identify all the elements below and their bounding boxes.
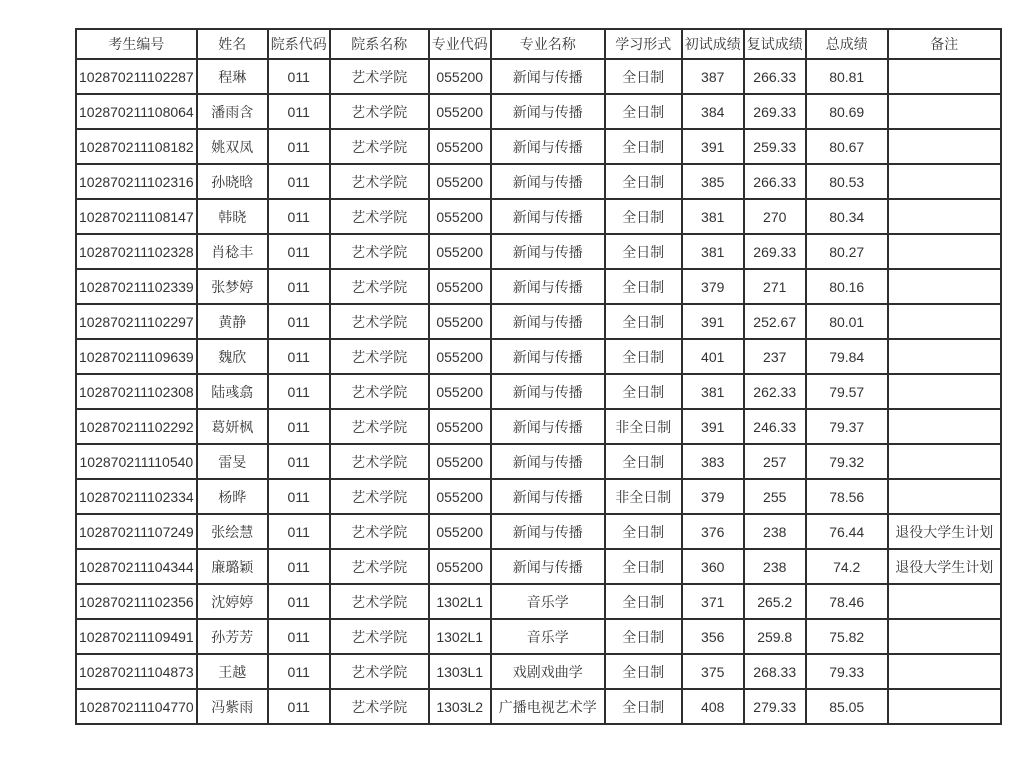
table-cell: 80.34 (806, 199, 888, 234)
table-cell: 401 (682, 339, 744, 374)
table-cell: 102870211102316 (76, 164, 197, 199)
table-cell: 011 (268, 619, 330, 654)
table-cell: 055200 (429, 94, 491, 129)
table-cell: 011 (268, 94, 330, 129)
table-cell: 381 (682, 199, 744, 234)
table-cell (888, 444, 1001, 479)
table-cell: 102870211102292 (76, 409, 197, 444)
table-cell: 011 (268, 654, 330, 689)
table-cell: 王越 (197, 654, 268, 689)
table-row (76, 199, 1001, 234)
table-cell: 艺术学院 (330, 304, 429, 339)
column-header: 专业代码 (429, 29, 491, 59)
table-cell: 255 (744, 479, 806, 514)
table-cell: 102870211102287 (76, 59, 197, 94)
table-row (76, 479, 1001, 514)
table-cell: 102870211102297 (76, 304, 197, 339)
table-header (76, 29, 1001, 59)
table-cell: 新闻与传播 (491, 234, 605, 269)
table-cell: 252.67 (744, 304, 806, 339)
table-cell (888, 339, 1001, 374)
table-cell: 237 (744, 339, 806, 374)
table-cell: 艺术学院 (330, 619, 429, 654)
table-cell: 全日制 (605, 199, 682, 234)
table-row (76, 689, 1001, 724)
table-cell: 非全日制 (605, 479, 682, 514)
table-cell: 102870211108064 (76, 94, 197, 129)
table-cell: 055200 (429, 269, 491, 304)
table-cell: 102870211104770 (76, 689, 197, 724)
table-cell: 011 (268, 479, 330, 514)
table-cell: 全日制 (605, 59, 682, 94)
admission-results-table (75, 28, 1002, 725)
table-cell: 011 (268, 514, 330, 549)
table-cell: 266.33 (744, 164, 806, 199)
table-cell: 379 (682, 269, 744, 304)
table-cell (888, 269, 1001, 304)
table-cell: 全日制 (605, 374, 682, 409)
table-cell (888, 619, 1001, 654)
column-header: 院系名称 (330, 29, 429, 59)
table-cell: 238 (744, 514, 806, 549)
table-cell: 102870211107249 (76, 514, 197, 549)
table-cell: 011 (268, 129, 330, 164)
table-cell: 055200 (429, 374, 491, 409)
table-cell: 379 (682, 479, 744, 514)
table-cell: 055200 (429, 164, 491, 199)
table-cell: 011 (268, 584, 330, 619)
table-cell: 80.67 (806, 129, 888, 164)
table-cell: 011 (268, 409, 330, 444)
table-cell: 76.44 (806, 514, 888, 549)
table-cell: 383 (682, 444, 744, 479)
table-cell (888, 654, 1001, 689)
table-cell: 1303L1 (429, 654, 491, 689)
table-cell: 艺术学院 (330, 549, 429, 584)
table-cell: 102870211104873 (76, 654, 197, 689)
table-cell: 259.33 (744, 129, 806, 164)
table-cell: 257 (744, 444, 806, 479)
table-cell: 姚双凤 (197, 129, 268, 164)
table-cell: 新闻与传播 (491, 269, 605, 304)
table-cell: 011 (268, 304, 330, 339)
table-cell: 艺术学院 (330, 584, 429, 619)
table-cell: 艺术学院 (330, 444, 429, 479)
table-cell: 非全日制 (605, 409, 682, 444)
table-cell: 全日制 (605, 689, 682, 724)
table-cell: 全日制 (605, 269, 682, 304)
table-cell: 1303L2 (429, 689, 491, 724)
table-cell: 杨晔 (197, 479, 268, 514)
table-cell: 全日制 (605, 129, 682, 164)
table-cell: 雷旻 (197, 444, 268, 479)
table-cell: 271 (744, 269, 806, 304)
table-cell: 艺术学院 (330, 479, 429, 514)
table-cell: 011 (268, 689, 330, 724)
table-cell (888, 164, 1001, 199)
table-cell: 055200 (429, 549, 491, 584)
table-cell: 79.37 (806, 409, 888, 444)
column-header: 学习形式 (605, 29, 682, 59)
table-cell: 音乐学 (491, 584, 605, 619)
table-cell: 沈婷婷 (197, 584, 268, 619)
table-cell: 055200 (429, 339, 491, 374)
table-cell: 艺术学院 (330, 94, 429, 129)
table-cell: 011 (268, 444, 330, 479)
table-row (76, 444, 1001, 479)
table-cell: 266.33 (744, 59, 806, 94)
table-cell: 055200 (429, 479, 491, 514)
table-cell (888, 94, 1001, 129)
table-cell: 011 (268, 549, 330, 584)
table-cell: 381 (682, 374, 744, 409)
table-cell: 退役大学生计划 (888, 549, 1001, 584)
table-cell: 韩晓 (197, 199, 268, 234)
table-cell: 新闻与传播 (491, 164, 605, 199)
table-cell: 葛妍枫 (197, 409, 268, 444)
table-cell: 艺术学院 (330, 199, 429, 234)
table-cell: 80.01 (806, 304, 888, 339)
table-cell: 279.33 (744, 689, 806, 724)
column-header: 姓名 (197, 29, 268, 59)
table-cell: 385 (682, 164, 744, 199)
table-cell (888, 409, 1001, 444)
table-cell: 79.33 (806, 654, 888, 689)
table-cell: 潘雨含 (197, 94, 268, 129)
table-cell (888, 59, 1001, 94)
table-cell: 387 (682, 59, 744, 94)
table-cell: 程琳 (197, 59, 268, 94)
table-cell: 新闻与传播 (491, 374, 605, 409)
table-cell: 055200 (429, 444, 491, 479)
table-cell: 全日制 (605, 339, 682, 374)
column-header: 备注 (888, 29, 1001, 59)
table-row (76, 584, 1001, 619)
table-row (76, 514, 1001, 549)
table-cell: 75.82 (806, 619, 888, 654)
table-cell: 全日制 (605, 234, 682, 269)
table-cell: 79.57 (806, 374, 888, 409)
table-row (76, 59, 1001, 94)
table-row (76, 304, 1001, 339)
table-cell: 艺术学院 (330, 164, 429, 199)
table-row (76, 339, 1001, 374)
table-cell (888, 374, 1001, 409)
column-header: 初试成绩 (682, 29, 744, 59)
table-cell (888, 129, 1001, 164)
table-cell: 艺术学院 (330, 234, 429, 269)
table-cell: 艺术学院 (330, 689, 429, 724)
table-cell: 102870211102308 (76, 374, 197, 409)
table-cell: 356 (682, 619, 744, 654)
table-cell: 408 (682, 689, 744, 724)
table-cell: 85.05 (806, 689, 888, 724)
table-cell: 011 (268, 59, 330, 94)
table-cell: 371 (682, 584, 744, 619)
table-row (76, 619, 1001, 654)
table-cell: 055200 (429, 234, 491, 269)
table-cell: 381 (682, 234, 744, 269)
column-header: 专业名称 (491, 29, 605, 59)
results-table-container (75, 28, 1002, 725)
table-cell: 艺术学院 (330, 514, 429, 549)
table-cell (888, 479, 1001, 514)
table-cell (888, 199, 1001, 234)
table-cell: 新闻与传播 (491, 94, 605, 129)
table-cell: 268.33 (744, 654, 806, 689)
table-cell: 80.69 (806, 94, 888, 129)
table-cell: 055200 (429, 129, 491, 164)
table-cell: 退役大学生计划 (888, 514, 1001, 549)
table-cell: 238 (744, 549, 806, 584)
table-cell: 廉璐颖 (197, 549, 268, 584)
table-cell: 艺术学院 (330, 129, 429, 164)
table-cell: 011 (268, 164, 330, 199)
table-cell: 全日制 (605, 619, 682, 654)
table-cell: 张绘慧 (197, 514, 268, 549)
table-cell: 102870211104344 (76, 549, 197, 584)
table-cell: 78.46 (806, 584, 888, 619)
table-cell: 375 (682, 654, 744, 689)
table-row (76, 164, 1001, 199)
table-cell: 269.33 (744, 94, 806, 129)
table-cell: 艺术学院 (330, 269, 429, 304)
table-row (76, 269, 1001, 304)
table-cell (888, 304, 1001, 339)
table-cell: 102870211110540 (76, 444, 197, 479)
table-cell: 79.32 (806, 444, 888, 479)
table-row (76, 654, 1001, 689)
table-cell: 新闻与传播 (491, 549, 605, 584)
table-row (76, 234, 1001, 269)
table-body (76, 59, 1001, 724)
table-cell: 265.2 (744, 584, 806, 619)
table-cell: 80.27 (806, 234, 888, 269)
table-cell: 新闻与传播 (491, 514, 605, 549)
table-cell: 011 (268, 339, 330, 374)
table-cell: 全日制 (605, 164, 682, 199)
table-cell: 新闻与传播 (491, 59, 605, 94)
table-cell: 391 (682, 409, 744, 444)
table-cell: 新闻与传播 (491, 409, 605, 444)
table-cell: 055200 (429, 199, 491, 234)
table-cell: 246.33 (744, 409, 806, 444)
table-cell: 新闻与传播 (491, 339, 605, 374)
table-cell: 全日制 (605, 514, 682, 549)
table-cell: 102870211102334 (76, 479, 197, 514)
header-row (76, 29, 1001, 59)
table-cell: 音乐学 (491, 619, 605, 654)
table-cell: 全日制 (605, 584, 682, 619)
table-cell: 391 (682, 129, 744, 164)
table-cell: 新闻与传播 (491, 479, 605, 514)
table-cell: 新闻与传播 (491, 444, 605, 479)
column-header: 复试成绩 (744, 29, 806, 59)
table-cell (888, 584, 1001, 619)
table-cell: 270 (744, 199, 806, 234)
table-cell: 全日制 (605, 94, 682, 129)
table-cell: 80.81 (806, 59, 888, 94)
table-cell: 艺术学院 (330, 339, 429, 374)
table-cell: 376 (682, 514, 744, 549)
column-header: 院系代码 (268, 29, 330, 59)
table-cell: 陆彧翕 (197, 374, 268, 409)
table-cell: 102870211102356 (76, 584, 197, 619)
table-cell: 80.16 (806, 269, 888, 304)
table-cell: 全日制 (605, 549, 682, 584)
table-cell: 新闻与传播 (491, 199, 605, 234)
table-cell: 艺术学院 (330, 409, 429, 444)
table-cell: 全日制 (605, 444, 682, 479)
table-cell: 艺术学院 (330, 374, 429, 409)
table-cell: 冯紫雨 (197, 689, 268, 724)
table-cell: 戏剧戏曲学 (491, 654, 605, 689)
table-cell: 新闻与传播 (491, 304, 605, 339)
table-cell: 78.56 (806, 479, 888, 514)
table-cell (888, 234, 1001, 269)
table-cell: 黄静 (197, 304, 268, 339)
table-cell: 262.33 (744, 374, 806, 409)
table-cell: 张梦婷 (197, 269, 268, 304)
table-cell: 孙芳芳 (197, 619, 268, 654)
column-header: 考生编号 (76, 29, 197, 59)
table-cell: 艺术学院 (330, 654, 429, 689)
table-cell: 055200 (429, 409, 491, 444)
table-cell: 新闻与传播 (491, 129, 605, 164)
table-row (76, 409, 1001, 444)
table-cell: 011 (268, 234, 330, 269)
table-cell: 102870211108147 (76, 199, 197, 234)
column-header: 总成绩 (806, 29, 888, 59)
table-cell: 391 (682, 304, 744, 339)
table-cell: 011 (268, 374, 330, 409)
table-cell: 肖稔丰 (197, 234, 268, 269)
table-cell: 102870211102328 (76, 234, 197, 269)
table-cell: 1302L1 (429, 619, 491, 654)
table-cell: 011 (268, 199, 330, 234)
table-cell: 011 (268, 269, 330, 304)
table-row (76, 94, 1001, 129)
table-cell: 269.33 (744, 234, 806, 269)
table-cell: 全日制 (605, 654, 682, 689)
table-cell: 055200 (429, 514, 491, 549)
table-cell: 80.53 (806, 164, 888, 199)
table-cell: 102870211102339 (76, 269, 197, 304)
table-cell: 79.84 (806, 339, 888, 374)
table-cell: 艺术学院 (330, 59, 429, 94)
table-cell: 74.2 (806, 549, 888, 584)
table-cell: 孙晓晗 (197, 164, 268, 199)
table-row (76, 374, 1001, 409)
table-row (76, 129, 1001, 164)
table-row (76, 549, 1001, 584)
table-cell: 全日制 (605, 304, 682, 339)
table-cell: 102870211108182 (76, 129, 197, 164)
table-cell: 360 (682, 549, 744, 584)
table-cell: 魏欣 (197, 339, 268, 374)
table-cell: 102870211109639 (76, 339, 197, 374)
table-cell (888, 689, 1001, 724)
table-cell: 055200 (429, 59, 491, 94)
table-cell: 102870211109491 (76, 619, 197, 654)
table-cell: 384 (682, 94, 744, 129)
table-cell: 1302L1 (429, 584, 491, 619)
table-cell: 广播电视艺术学 (491, 689, 605, 724)
table-cell: 055200 (429, 304, 491, 339)
table-cell: 259.8 (744, 619, 806, 654)
